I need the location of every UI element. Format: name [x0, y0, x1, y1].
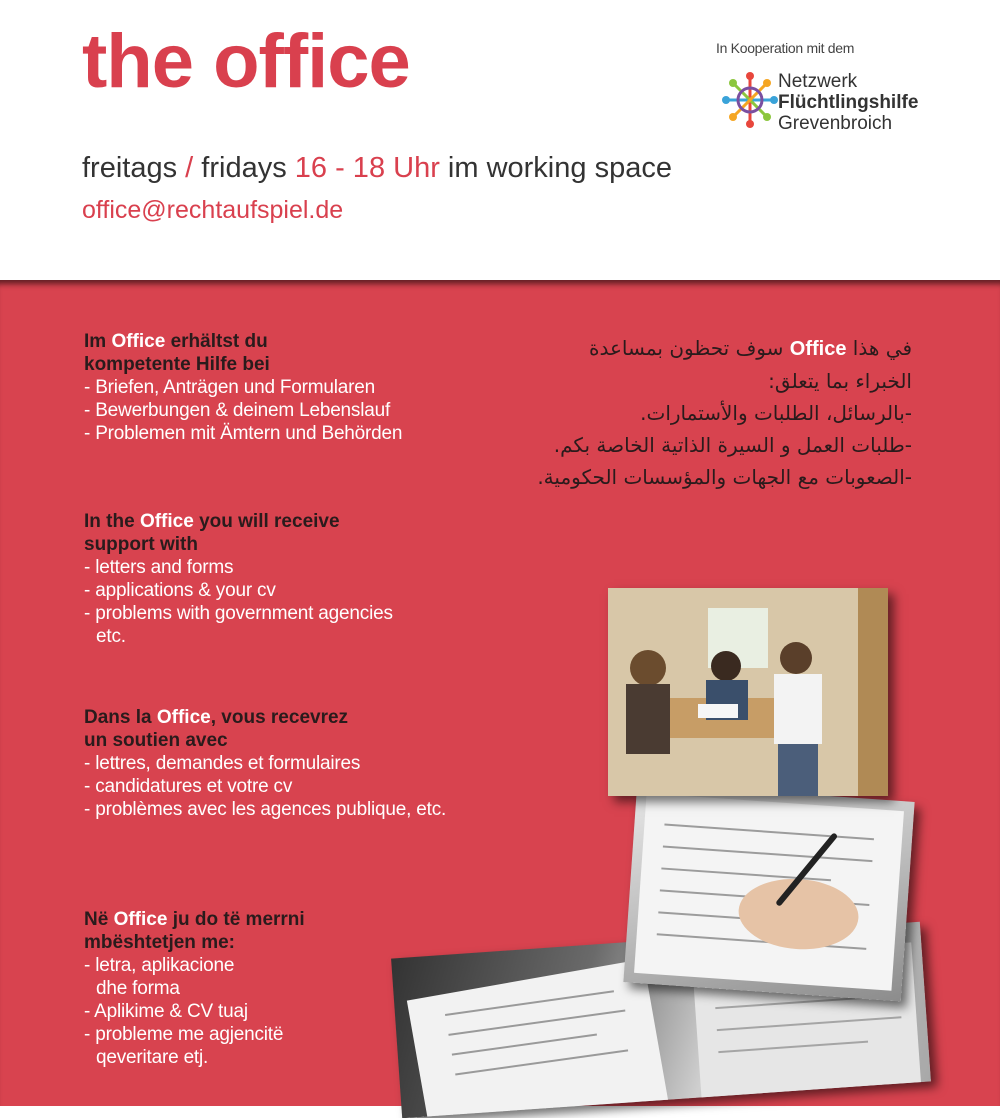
english-heading-2: support with	[84, 534, 198, 555]
meeting-photo	[608, 588, 888, 796]
email-link[interactable]: office@rechtaufspiel.de	[82, 196, 344, 224]
german-heading-pre: Im	[84, 331, 112, 352]
albanian-heading-pre: Në	[84, 909, 114, 930]
english-item: - letters and forms	[84, 557, 234, 578]
day-german: freitags	[82, 152, 178, 184]
arabic-line-3: -بالرسائل، الطلبات والأستمارات.	[640, 401, 912, 425]
schedule-line	[82, 152, 672, 185]
french-heading	[84, 706, 446, 729]
french-item: - lettres, demandes et formulaires	[84, 753, 361, 774]
albanian-item: - Aplikime & CV tuaj	[84, 1001, 248, 1022]
albanian-item: - letra, aplikacione	[84, 955, 235, 976]
writing-sketch-icon	[623, 783, 914, 1002]
english-item: etc.	[96, 626, 126, 647]
albanian-item: - probleme me agjencitë	[84, 1024, 284, 1045]
english-item: - problems with government agencies	[84, 603, 393, 624]
german-item: - Bewerbungen & deinem Lebenslauf	[84, 400, 391, 421]
french-item: - candidatures et votre cv	[84, 776, 293, 797]
meeting-sketch-icon	[608, 588, 888, 796]
german-section	[84, 330, 402, 445]
albanian-item: dhe forma	[96, 978, 180, 999]
german-item: - Problemen mit Ämtern und Behörden	[84, 423, 403, 444]
logo-line-2: Flüchtlingshilfe	[778, 92, 919, 113]
slash: /	[185, 152, 194, 184]
english-item: - applications & your cv	[84, 580, 276, 601]
arabic-line-1	[512, 332, 912, 365]
page-title: the office	[82, 19, 410, 104]
albanian-section	[84, 908, 305, 1069]
french-item: - problèmes avec les agences publique, etc.	[84, 799, 447, 820]
english-heading-post: you will receive	[193, 511, 340, 532]
cooperation-label: In Kooperation mit dem	[716, 40, 855, 56]
arabic-line-5: -الصعوبات مع الجهات والمؤسسات الحكومية.	[537, 465, 912, 489]
albanian-heading	[84, 908, 305, 931]
english-heading	[84, 510, 393, 533]
french-office-word: Office	[156, 707, 211, 728]
albanian-heading-post: ju do të merrni	[167, 909, 305, 930]
german-heading-2: kompetente Hilfe bei	[84, 354, 270, 375]
english-office-word: Office	[139, 511, 194, 532]
logo-line-1: Netzwerk	[778, 71, 858, 92]
arabic-line-1-post: سوف تحظون بمساعدة	[588, 336, 790, 360]
german-heading	[84, 330, 402, 353]
albanian-office-word: Office	[113, 909, 168, 930]
arabic-office-word: Office	[789, 338, 847, 360]
day-english: fridays	[201, 152, 287, 184]
german-office-word: Office	[111, 331, 166, 352]
french-heading-2: un soutien avec	[84, 730, 228, 751]
arabic-section	[512, 332, 912, 493]
french-section	[84, 706, 446, 821]
albanian-item: qeveritare etj.	[96, 1047, 209, 1068]
english-section	[84, 510, 393, 648]
logo-line-3: Grevenbroich	[778, 113, 893, 134]
writing-photo	[623, 783, 914, 1002]
arabic-line-4: -طلبات العمل و السيرة الذاتية الخاصة بكم.	[553, 433, 912, 457]
arabic-line-2: الخبراء بما يتعلق:	[768, 369, 912, 393]
albanian-heading-2: mbështetjen me:	[84, 932, 235, 953]
network-logo-icon	[720, 70, 780, 130]
french-heading-post: , vous recevrez	[210, 707, 349, 728]
german-item: - Briefen, Anträgen und Formularen	[84, 377, 376, 398]
network-logo-text	[778, 71, 918, 134]
german-heading-post: erhältst du	[165, 331, 268, 352]
arabic-line-1-pre: في هذا	[846, 336, 912, 360]
english-heading-pre: In the	[84, 511, 140, 532]
place: im working space	[447, 152, 672, 184]
time-range: 16 - 18 Uhr	[294, 152, 440, 184]
french-heading-pre: Dans la	[84, 707, 157, 728]
